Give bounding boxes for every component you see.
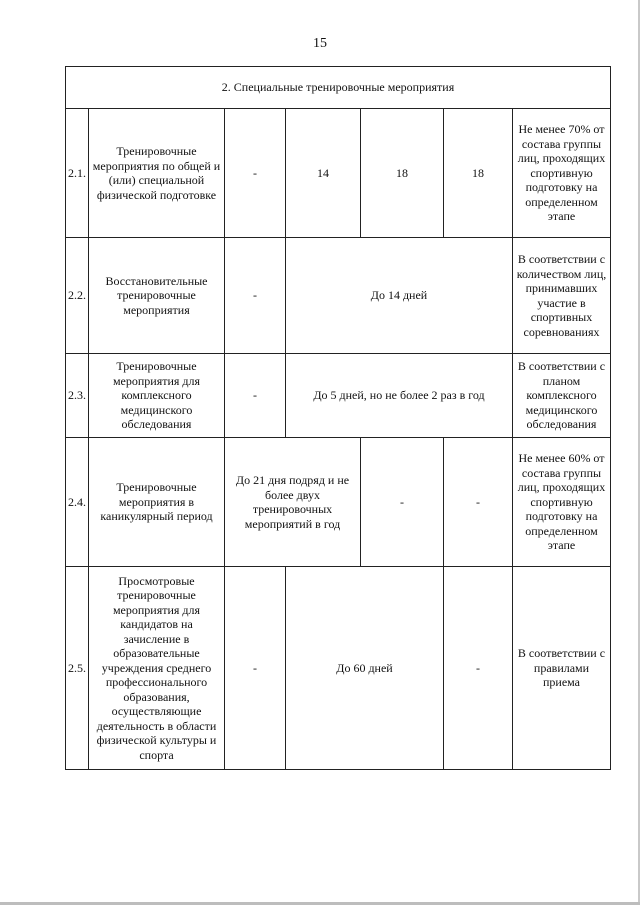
table-row <box>66 438 611 567</box>
table-row <box>66 109 611 238</box>
row-note: В соответствии с планом комплексного медицинского обследования <box>513 354 611 438</box>
merged-cell-value: До 14 дней <box>286 238 513 354</box>
merged-cell-value: До 60 дней <box>286 567 444 770</box>
cell-value: - <box>225 354 286 438</box>
row-number: 2.3. <box>66 354 89 438</box>
training-events-table <box>65 66 611 770</box>
cell-value: - <box>225 567 286 770</box>
row-note: В соответствии с правилами приема <box>513 567 611 770</box>
cell-value: - <box>444 567 513 770</box>
page-number: 15 <box>313 36 327 51</box>
table-row <box>66 354 611 438</box>
event-name: Тренировочные мероприятия по общей и (или) специальной физической подготовке <box>89 109 225 238</box>
table-row <box>66 238 611 354</box>
row-note: Не менее 60% от состава группы лиц, проходящих спортивную подготовку на определенном этапе <box>513 438 611 567</box>
event-name: Просмотровые тренировочные мероприятия для кандидатов на зачисление в образовательные учреждения среднего профессионального образования, осуществляющие деятельность в области физической культуры и спорта <box>89 567 225 770</box>
event-name: Тренировочные мероприятия для комплексного медицинского обследования <box>89 354 225 438</box>
section-title: 2. Специальные тренировочные мероприятия <box>66 67 611 109</box>
event-name: Восстановительные тренировочные мероприятия <box>89 238 225 354</box>
cell-value: - <box>225 109 286 238</box>
row-number: 2.5. <box>66 567 89 770</box>
row-number: 2.4. <box>66 438 89 567</box>
cell-value: - <box>225 238 286 354</box>
row-number: 2.1. <box>66 109 89 238</box>
cell-value: - <box>444 438 513 567</box>
row-note: В соответствии с количеством лиц, принимавших участие в спортивных соревнованиях <box>513 238 611 354</box>
merged-cell-value: До 5 дней, но не более 2 раз в год <box>286 354 513 438</box>
row-note: Не менее 70% от состава группы лиц, проходящих спортивную подготовку на определенном этапе <box>513 109 611 238</box>
cell-value: 18 <box>361 109 444 238</box>
merged-cell-value: До 21 дня подряд и не более двух тренировочных мероприятий в год <box>225 438 361 567</box>
cell-value: 18 <box>444 109 513 238</box>
row-number: 2.2. <box>66 238 89 354</box>
cell-value: - <box>361 438 444 567</box>
table-row <box>66 567 611 770</box>
event-name: Тренировочные мероприятия в каникулярный период <box>89 438 225 567</box>
cell-value: 14 <box>286 109 361 238</box>
